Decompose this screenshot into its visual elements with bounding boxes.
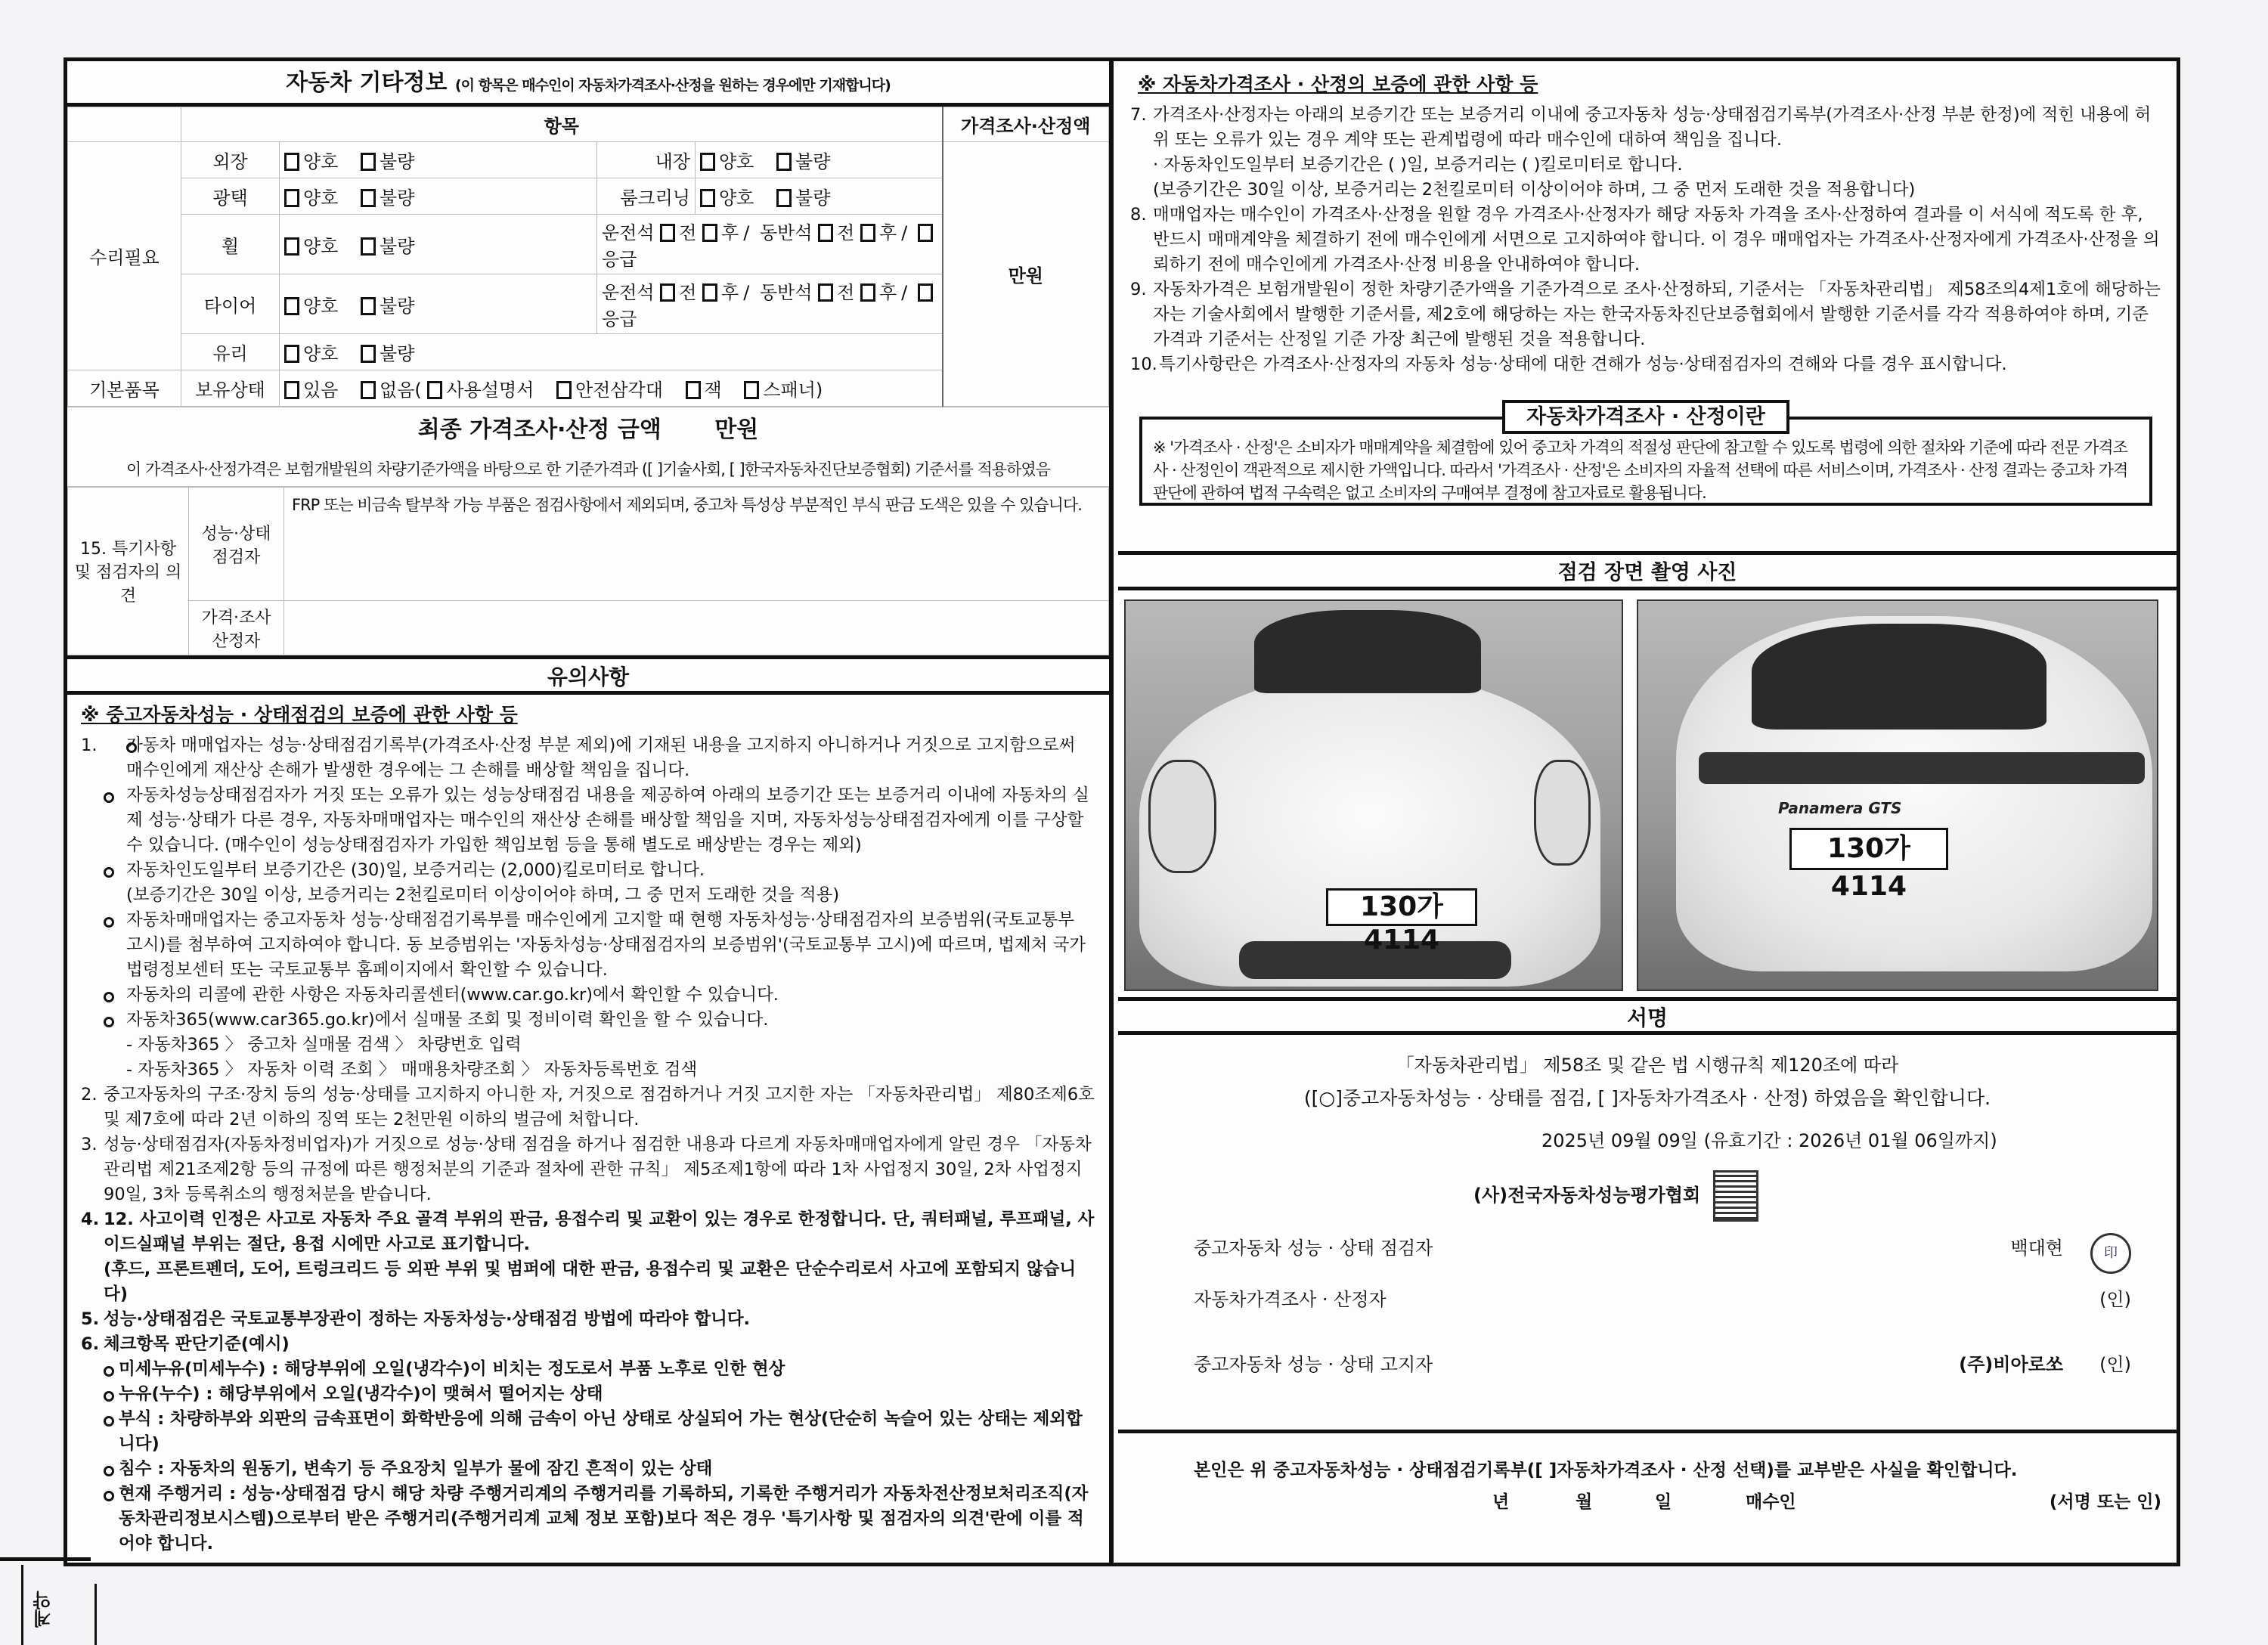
group-basic-label: 기본품목 xyxy=(68,370,181,407)
gloss-options xyxy=(280,178,597,215)
guarantee-item-7: 7. 가격조사·산정자는 아래의 보증기간 또는 보증거리 이내에 중고자동차 성능·상태점검기록부(가격조사·산정 부분 한정)에 적힌 내용에 허위 또는 오류가 있는 경우 계약 또는 관계법령에 따라 매수인에 대하여 책임을 집니다. xyxy=(1130,105,2152,150)
exterior-bad[interactable]: 불량 xyxy=(361,151,414,172)
caution-item-1: 1. 자동차 매매업자는 성능·상태점검기록부(가격조사·산정 부분 제외)에 기재된 내용을 고지하지 아니하거나 거짓으로 고지함으로써 매수인에게 재산상 손해가 발생한 경우에는 그 손해를 배상할 책임을 집니다. xyxy=(81,733,1095,783)
right-column xyxy=(1118,61,2177,1563)
caution-bullet: 자동차인도일부터 보증기간은 (30)일, 보증거리는 (2,000)킬로미터로 합니다. xyxy=(81,858,1095,883)
checkbox[interactable] xyxy=(686,381,701,399)
glass-bad[interactable]: 불량 xyxy=(361,343,414,364)
final-price-unit: 만원 xyxy=(714,417,759,443)
room-cleaning-good[interactable]: 양호 xyxy=(700,187,754,209)
checkbox[interactable] xyxy=(284,237,299,256)
caution-bullet: 자동차성능상태점검자가 거짓 또는 오류가 있는 성능상태점검 내용을 제공하여 아래의 보증기간 또는 보증거리 이내에 자동차의 실제 성능·상태가 다른 경우, 자동차매매업자는 매수인의 재산상 손해를 배상할 책임을 지며, 자동차성능상태점검자에게 이를 구상할 수 있습니다. (매수인이 성능상태점검자가 가입한 책임보험 등을 통해 별도로 배상받는 경우는 제외) xyxy=(81,783,1095,858)
buyer-receipt-section xyxy=(1118,1430,2177,1566)
checkbox[interactable] xyxy=(361,153,376,171)
checkbox[interactable] xyxy=(361,345,376,363)
label-possession: 보유상태 xyxy=(181,370,280,407)
label-exterior: 외장 xyxy=(181,142,280,178)
caution-item-6: 6. 체크항목 판단기준(예시) xyxy=(81,1334,290,1354)
rear-window xyxy=(1752,624,2046,730)
wheel-options xyxy=(280,215,597,274)
tire-position-options: 운전석 전 후 / 동반석 전 후 / 응급 xyxy=(597,274,943,334)
tire-passenger-rear-checkbox[interactable] xyxy=(860,283,875,302)
car365-path-1: - 자동차365 〉 중고차 실매물 검색 〉 차량번호 입력 xyxy=(126,1035,522,1055)
label-interior: 내장 xyxy=(597,142,696,178)
definition-text: ※ '가격조사 · 산정'은 소비자가 매매계약을 체결함에 있어 중고차 가격의 적절성 판단에 참고할 수 있도록 법령에 의한 절차와 기준에 따라 전문 가격조사 · 산정인이 객관적으로 제시한 가액입니다. 따라서 '가격조사 · 산정'은 소비자의 자율적 선택에 따른 서비스이며, 가격조사 · 산정 결과는 중고차 가격판단에 관하여 법적 구속력은 없고 소비자의 구매여부 결정에 참고자료로 활용됩니다. xyxy=(1139,417,2152,506)
possession-spanner[interactable]: 스패너) xyxy=(744,379,823,401)
signature-section xyxy=(1118,1044,2177,1422)
day-field[interactable]: 일 xyxy=(1655,1492,1672,1512)
header-price: 가격조사·산정액 xyxy=(943,107,1109,142)
criteria-leak: 누유(누수) : 해당부위에서 오일(냉각수)이 맺혀서 떨어지는 상태 xyxy=(81,1382,1095,1407)
price-guarantee-heading: ※ 자동차가격조사 · 산정의 보증에 관한 사항 등 xyxy=(1138,73,1538,95)
checkbox[interactable] xyxy=(361,237,376,256)
checkbox[interactable] xyxy=(776,189,792,207)
room-cleaning-bad[interactable]: 불량 xyxy=(776,187,830,209)
buyer-signature-field[interactable]: (서명 또는 인) xyxy=(2049,1492,2161,1512)
wheel-position-options: 운전석 전 후 / 동반석 전 후 / 응급 xyxy=(597,215,943,274)
guarantee-period-note: (보증기간은 30일 이상, 보증거리는 2천킬로미터 이상이어야 하며, 그 중 먼저 도래한 것을 적용합니다) xyxy=(1153,180,1916,200)
left-headlamp xyxy=(1148,760,1216,873)
opinion-label: 15. 특기사항 및 점검자의 의견 xyxy=(68,488,189,655)
exterior-options xyxy=(280,142,597,178)
windshield xyxy=(1254,610,1481,693)
price-guarantee-section xyxy=(1118,61,2177,509)
price-unit: 만원 xyxy=(1008,265,1043,287)
definition-label: 자동차가격조사 · 산정이란 xyxy=(1502,400,1789,434)
checkbox[interactable] xyxy=(284,297,299,315)
guarantee-period: · 자동차인도일부터 보증기간은 ( )일, 보증거리는 ( )킬로미터로 합니다. xyxy=(1153,155,1683,175)
possession-no[interactable]: 없음( xyxy=(361,379,422,401)
caution-title: 유의사항 xyxy=(67,655,1109,695)
law-basis-line: 「자동차관리법」 제58조 및 같은 법 시행규칙 제120조에 따라 xyxy=(1396,1055,1899,1076)
blank-cell xyxy=(68,107,181,142)
association-qr-stamp-icon xyxy=(1713,1170,1758,1222)
criteria-minor-leak: 미세누유(미세누수) : 해당부위에 오일(냉각수)이 비치는 정도로서 부품 노후로 인한 현상 xyxy=(81,1357,1095,1382)
checkbox[interactable] xyxy=(361,381,376,399)
front-car-photo xyxy=(1124,599,1623,991)
definition-box xyxy=(1139,400,2152,506)
right-headlamp xyxy=(1534,760,1591,866)
inspection-record-sheet xyxy=(64,57,2180,1566)
vehicle-other-info-section xyxy=(67,61,1109,655)
association-line xyxy=(1473,1169,1758,1222)
caution-section xyxy=(67,695,1109,1564)
checkbox[interactable] xyxy=(284,381,299,399)
photo-section-title: 점검 장면 촬영 사진 xyxy=(1118,551,2177,590)
car365-path-2: - 자동차365 〉 자동차 이력 조회 〉 매매용차량조회 〉 자동차등록번호 검색 xyxy=(126,1060,698,1080)
inspector-seal-stamp-icon: 印 xyxy=(2090,1233,2131,1274)
guarantee-item-8: 8. 매매업자는 매수인이 가격조사·산정을 원할 경우 가격조사·산정자가 해당 자동차 가격을 조사·산정하여 결과를 이 서식에 적도록 한 후, 반드시 매매계약을 체결하기 전에 매수인에게 서면으로 고지하여야 합니다. 이 경우 매매업자는 가격조사·산정자에게 가격조사·산정을 의뢰하기 전에 매수인에게 가격조사·산정 비용을 안내하여야 합니다. xyxy=(1130,205,2160,274)
caution-item-4-note: (후드, 프론트펜더, 도어, 트렁크리드 등 외판 부위 및 범퍼에 대한 판금, 용접수리 및 교환은 단순수리로서 사고에 포함되지 않습니다) xyxy=(104,1259,1077,1304)
wheel-driver-front-checkbox[interactable] xyxy=(660,224,675,242)
caution-item-3: 3. 성능·상태점검자(자동차정비업자)가 거짓으로 성능·상태 점검을 하거나 점검한 내용과 다르게 자동차매매업자에게 알린 경우 「자동차관리법 제21조제2항 등의 규정에 따른 행정처분의 기준과 절차에 관한 규칙」 제5조제1항에 따라 1차 사업정지 30일, 2차 사업정지 90일, 3차 등록취소의 행정처분을 받습니다. xyxy=(81,1135,1092,1204)
association-name: (사)전국자동차성능평가협회 xyxy=(1473,1185,1701,1206)
label-gloss: 광택 xyxy=(181,178,280,215)
appraiser-opinion-text[interactable] xyxy=(284,601,1109,655)
checkbox[interactable] xyxy=(700,153,715,171)
exterior-good[interactable]: 양호 xyxy=(284,151,338,172)
other-info-subtitle: (이 항목은 매수인이 자동차가격조사·산정을 원하는 경우에만 기재합니다) xyxy=(454,77,891,94)
checkbox[interactable] xyxy=(744,381,759,399)
front-license-plate: 130가 4114 xyxy=(1326,888,1477,926)
glass-options xyxy=(280,334,943,370)
possession-manual[interactable]: 사용설명서 xyxy=(427,379,534,401)
gloss-good[interactable]: 양호 xyxy=(284,187,338,209)
checkbox[interactable] xyxy=(284,189,299,207)
month-field[interactable]: 월 xyxy=(1576,1492,1593,1512)
caution-bullet-car365: 자동차365(www.car365.go.kr)에서 실매물 조회 및 정비이력 확인을 할 수 있습니다. xyxy=(81,1008,1095,1033)
caution-bullet: 자동차매매업자는 중고자동차 성능·상태점검기록부를 매수인에게 고지할 때 현행 자동차성능·상태점검자의 보증범위(국토교통부 고시)를 첨부하여 고지하여야 합니다. 동 보증범위는 '자동차성능·상태점검자의 보증범위'(국토교통부 고시)에 따르며, 법제처 국가법령정보센터 또는 국토교통부 홈페이지에서 확인할 수 있습니다. xyxy=(81,908,1095,983)
other-info-table xyxy=(67,107,1109,407)
tire-options xyxy=(280,274,597,334)
tire-driver-front-checkbox[interactable] xyxy=(660,283,675,302)
wheel-passenger-rear-checkbox[interactable] xyxy=(860,224,875,242)
inspector-opinion-text[interactable]: FRP 또는 비금속 탈부착 가능 부품은 점검사항에서 제외되며, 중고차 특성상 부분적인 부식 판금 도색은 있을 수 있습니다. xyxy=(284,488,1109,601)
price-amount-cell[interactable] xyxy=(943,142,1109,407)
interior-bad[interactable]: 불량 xyxy=(776,151,830,172)
wheel-bad[interactable]: 불량 xyxy=(361,236,414,257)
checkbox[interactable] xyxy=(361,297,376,315)
checkbox[interactable] xyxy=(427,381,442,399)
wheel-passenger-front-checkbox[interactable] xyxy=(818,224,833,242)
tire-bad[interactable]: 불량 xyxy=(361,296,414,317)
interior-options xyxy=(696,142,943,178)
opinion-table xyxy=(67,487,1109,655)
side-tab-label: 계약 xyxy=(33,1591,54,1628)
caution-note: (보증기간은 30일 이상, 보증거리는 2천킬로미터 이상이어야 하며, 그 중 먼저 도래한 것을 적용) xyxy=(126,885,840,905)
label-tire: 타이어 xyxy=(181,274,280,334)
wheel-good[interactable]: 양호 xyxy=(284,236,338,257)
appraiser-seal[interactable]: (인) xyxy=(2099,1289,2131,1310)
row-exterior xyxy=(68,142,1109,178)
inspector-name: 백대현 xyxy=(2010,1238,2063,1259)
model-badge: Panamera GTS xyxy=(1778,799,1902,817)
checkbox[interactable] xyxy=(284,153,299,171)
checkbox[interactable] xyxy=(776,153,792,171)
criteria-mileage: 현재 주행거리 : 성능·상태점검 당시 해당 차량 주행거리계의 주행거리를 기록하되, 기록한 주행거리가 자동차전산정보처리조직(자동차관리정보시스템)으로부터 받은 주행거리(주행거리계 교체 정보 포함)보다 적은 경우 '특기사항 및 점검자의 의견'란에 이를 적어야 합니다. xyxy=(81,1482,1095,1557)
issue-date-line: 2025년 09월 09일 (유효기간 : 2026년 01월 06일까지) xyxy=(1541,1130,1997,1151)
criteria-corrosion: 부식 : 차량하부와 외판의 금속표면이 화학반응에 의해 금속이 아닌 상태로 상실되어 가는 현상(단순히 녹슬어 있는 상태는 제외합니다) xyxy=(81,1407,1095,1457)
criteria-flood: 침수 : 자동차의 원동기, 변속기 등 주요장치 일부가 물에 잠긴 흔적이 있는 상태 xyxy=(81,1457,1095,1482)
label-wheel: 휠 xyxy=(181,215,280,274)
inspector-signature-row: 중고자동차 성능 · 상태 점검자 백대현 印 xyxy=(1194,1233,2131,1263)
tail-light-bar xyxy=(1699,752,2145,784)
checkbox[interactable] xyxy=(361,189,376,207)
header-item: 항목 xyxy=(181,107,943,142)
receipt-statement: 본인은 위 중고자동차성능 · 상태점검기록부([ ]자동차가격조사 · 산정 선택)를 교부받은 사실을 확인합니다. xyxy=(1194,1461,2018,1480)
possession-jack[interactable]: 잭 xyxy=(686,379,722,401)
caution-item-5: 5. 성능·상태점검은 국토교통부장관이 정하는 자동차성능·상태점검 방법에 따라야 합니다. xyxy=(81,1309,751,1329)
price-basis-note: 이 가격조사·산정가격은 보험개발원의 차량기준가액을 바탕으로 한 기준가격과 ([ ]기술사회, [ ]한국자동차진단보증협회) 기준서를 적용하였음 xyxy=(67,452,1109,487)
notifier-name: (주)비아로쏘 xyxy=(1959,1354,2063,1375)
final-price-row xyxy=(67,407,1109,452)
tire-good[interactable]: 양호 xyxy=(284,296,338,317)
interior-good[interactable]: 양호 xyxy=(700,151,754,172)
side-tab-strip xyxy=(0,1557,91,1645)
buyer-label: 매수인 xyxy=(1746,1492,1796,1512)
checkbox[interactable] xyxy=(700,189,715,207)
wheel-emergency-checkbox[interactable] xyxy=(918,224,933,242)
appraiser-opinion-label: 가격·조사 산정자 xyxy=(189,601,284,655)
final-price-label: 최종 가격조사·산정 금액 xyxy=(417,417,662,443)
guarantee-item-10: 10. 특기사항란은 가격조사·산정자의 자동차 성능·상태에 대한 견해가 성능·상태점검자의 견해와 다를 경우 표시합니다. xyxy=(1130,355,2007,374)
inspector-opinion-label: 성능·상태 점검자 xyxy=(189,488,284,601)
group-repair-label: 수리필요 xyxy=(68,142,181,370)
tire-passenger-front-checkbox[interactable] xyxy=(818,283,833,302)
other-info-title xyxy=(67,61,1109,107)
rear-license-plate: 130가 4114 xyxy=(1789,828,1948,870)
rear-car-photo xyxy=(1637,599,2158,991)
room-cleaning-options xyxy=(696,178,943,215)
caution-item-4: 4. 12. 사고이력 인정은 사고로 자동차 주요 골격 부위의 판금, 용접수리 및 교환이 있는 경우로 한정합니다. 단, 쿼터패널, 루프패널, 사이드실패널 부위는 절단, 용접 시에만 사고로 표기합니다. xyxy=(81,1210,1095,1254)
glass-good[interactable]: 양호 xyxy=(284,343,338,364)
receipt-date-row: 년 월 일 매수인 (서명 또는 인) xyxy=(1118,1488,2177,1518)
appraiser-signature-row: 자동차가격조사 · 산정자 (인) xyxy=(1194,1284,2131,1315)
caution-item-2: 2. 중고자동차의 구조·장치 등의 성능·상태를 고지하지 아니한 자, 거짓으로 점검하거나 거짓 고지한 자는 「자동차관리법」 제80조제6호 및 제7호에 따라 2년 이하의 징역 또는 2천만원 이하의 벌금에 처합니다. xyxy=(81,1085,1095,1129)
possession-options xyxy=(280,370,943,407)
notifier-signature-row: 중고자동차 성능 · 상태 고지자 (주)비아로쏘 (인) xyxy=(1194,1349,2131,1380)
possession-triangle[interactable]: 안전삼각대 xyxy=(556,379,663,401)
notifier-seal[interactable]: (인) xyxy=(2099,1354,2131,1375)
possession-yes[interactable]: 있음 xyxy=(284,379,338,401)
checkbox[interactable] xyxy=(556,381,572,399)
guarantee-item-9: 9. 자동차가격은 보험개발원이 정한 차량기준가액을 기준가격으로 조사·산정하되, 기준서는 「자동차관리법」 제58조의4제1호에 해당하는 자는 기술사회에서 발행한 기준서를, 제2호에 해당하는 자는 한국자동차진단보증협회에서 발행한 기준서를 각각 적용하여야 하며, 기준가격과 기준서는 산정일 기준 가장 최근에 발행된 것을 적용합니다. xyxy=(1130,280,2161,349)
gloss-bad[interactable]: 불량 xyxy=(361,187,414,209)
confirmation-line: ([○]중고자동차성능 · 상태를 점검, [ ]자동차가격조사 · 산정) 하였음을 확인합니다. xyxy=(1303,1087,1991,1109)
other-info-title-text: 자동차 기타정보 xyxy=(286,70,448,96)
caution-bullet-recall: 자동차의 리콜에 관한 사항은 자동차리콜센터(www.car.go.kr)에서 확인할 수 있습니다. xyxy=(81,983,1095,1008)
tire-driver-rear-checkbox[interactable] xyxy=(702,283,717,302)
wheel-driver-rear-checkbox[interactable] xyxy=(702,224,717,242)
tire-emergency-checkbox[interactable] xyxy=(918,283,933,302)
checkbox[interactable] xyxy=(284,345,299,363)
caution-heading: ※ 중고자동차성능 · 상태점검의 보증에 관한 사항 등 xyxy=(81,704,518,726)
left-column xyxy=(67,61,1114,1563)
label-room-cleaning: 룸크리닝 xyxy=(597,178,696,215)
signature-title: 서명 xyxy=(1118,997,2177,1035)
label-glass: 유리 xyxy=(181,334,280,370)
